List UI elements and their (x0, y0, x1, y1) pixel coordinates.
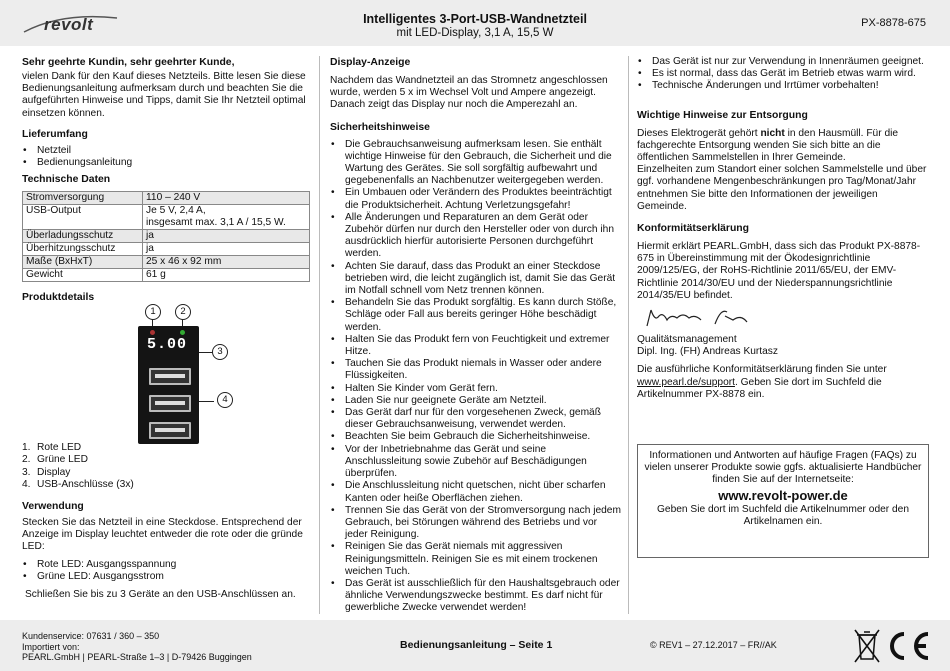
footer-rev: © REV1 – 27.12.2017 – FR//AK (650, 640, 777, 650)
column-3 (637, 56, 929, 401)
scope-list (22, 145, 310, 169)
signer-name: Dipl. Ing. (FH) Andreas Kurtasz (637, 346, 778, 358)
table-row (23, 256, 310, 269)
list-item: • Halten Sie das Produkt fern von Feuchtigkeit und extremer Hitze. (330, 334, 622, 358)
display-text: Nachdem das Wandnetzteil an das Stromnetz angeschlossen wurde, werden 5 x im Wechsel Volt und Ampere angezeigt. Danach zeigt das Display nur noch die Amperezahl an. (330, 75, 608, 111)
green-led (180, 330, 185, 335)
list-item: 4. USB-Anschlüsse (3x) (22, 478, 134, 490)
charger-body (138, 326, 199, 444)
table-cell: Gewicht (23, 269, 143, 282)
list-item: 3. Display (22, 466, 71, 478)
details-list (22, 442, 310, 491)
callout-2: 2 (175, 304, 191, 320)
list-item: • Halten Sie Kinder vom Gerät fern. (330, 383, 622, 395)
list-item: • Technische Änderungen und Irrtümer vorbehalten! (637, 80, 929, 92)
logo-text: revolt (44, 15, 94, 34)
faq-box (637, 444, 929, 558)
signature (637, 302, 929, 334)
red-led (150, 330, 155, 335)
list-item: • Trennen Sie das Gerät von der Stromversorgung nach jedem Gebrauch, bei Störungen während des Betriebs und vor jeder Reinigung. (330, 505, 622, 542)
table-row (23, 192, 310, 205)
conformity-link-text: Die ausführliche Konformitätserklärung finden Sie unter www.pearl.de/support. Geben Sie dort im Suchfeld die Artikelnummer PX-8878 ein. (637, 364, 887, 400)
table-cell: Überhitzungsschutz (23, 243, 143, 256)
usage-text: Stecken Sie das Netzteil in eine Steckdose. Entsprechend der Anzeige im Display leuchtet entweder die rote oder die gründe LED: (22, 517, 303, 553)
list-item: • Tauchen Sie das Produkt niemals in Wasser oder andere Flüssigkeiten. (330, 358, 622, 382)
usb-port (149, 422, 191, 439)
list-item: • Reinigen Sie das Gerät niemals mit aggressiven Reinigungsmitteln. Reinigen Sie es mit einem trockenen weichen Tuch. (330, 541, 622, 578)
usage-footer: Schließen Sie bis zu 3 Geräte an den USB-Anschlüssen an. (25, 589, 296, 601)
list-item: • Das Gerät ist nur zur Verwendung in Innenräumen geeignet. (637, 56, 929, 68)
pearl-support-link[interactable]: www.pearl.de/support (637, 376, 735, 388)
list-item: • Netzteil (22, 145, 310, 157)
table-cell: 25 x 46 x 92 mm (143, 256, 310, 269)
list-item: • Ein Umbauen oder Verändern des Produktes beeinträchtigt die Produktsicherheit. Achtung Verletzungsgefahr! (330, 187, 622, 211)
column-divider-2 (628, 56, 629, 614)
crossed-bin-icon (854, 629, 880, 663)
table-cell: Stromversorgung (23, 192, 143, 205)
footer-page: Bedienungsanleitung – Seite 1 (400, 639, 553, 651)
conformity-heading: Konformitätserklärung (637, 223, 750, 235)
footer-address: PEARL.GmbH | PEARL-Straße 1–3 | D-79426 Buggingen (22, 652, 252, 662)
signer-role: Qualitätsmanagement (637, 334, 737, 346)
list-item: • Vor der Inbetriebnahme das Gerät und seine Anschlussleitung sowie Zubehör auf Beschädigungen überprüfen. (330, 444, 622, 481)
disposal-text-2: Einzelheiten zum Standort einer solchen Sammelstelle und über ggf. vorhandene Mengenbeschränkungen pro Tag/Monat/Jahr entnehmen Sie bitte den Informationen der jeweiligen Gemeinde. (637, 164, 927, 212)
table-cell: Maße (BxHxT) (23, 256, 143, 269)
table-row (23, 243, 310, 256)
table-cell: 61 g (143, 269, 310, 282)
table-row (23, 230, 310, 243)
product-code: PX-8878-675 (861, 17, 926, 29)
notes-list (637, 56, 929, 93)
details-heading: Produktdetails (22, 292, 95, 304)
safety-heading: Sicherheitshinweise (330, 121, 430, 133)
disposal-heading: Wichtige Hinweise zur Entsorgung (637, 109, 808, 121)
callout-4: 4 (217, 392, 233, 408)
safety-list (330, 139, 622, 615)
tech-table (22, 191, 310, 282)
column-2 (330, 56, 622, 615)
list-item: • Die Anschlussleitung nicht quetschen, nicht über scharfen Kanten oder heiße Oberflächen ziehen. (330, 480, 622, 504)
list-item: • Das Gerät ist ausschließlich für den Haushaltsgebrauch oder ähnliche Verwendungszwecke bestimmt. Es darf nicht für gewerbliche Zwecke verwendet werden! (330, 578, 622, 615)
column-1 (22, 56, 310, 601)
footer-service: Kundenservice: 07631 / 360 – 350 (22, 631, 160, 641)
ce-mark-icon (884, 630, 930, 662)
table-cell: ja (143, 230, 310, 243)
usb-port (149, 368, 191, 385)
footer-contact (22, 631, 252, 663)
faq-text: Informationen und Antworten auf häufige Fragen (FAQs) zu vielen unserer Produkte sowie ggfs. aktualisierte Handbücher finden Sie auf der Internetseite: (644, 450, 922, 486)
greeting: Sehr geehrte Kundin, sehr geehrter Kunde, (22, 57, 235, 68)
tech-heading: Technische Daten (22, 174, 111, 186)
disposal-text: Dieses Elektrogerät gehört nicht in den Hausmüll. Für die fachgerechte Entsorgung wenden Sie sich bitte an die öffentlichen Sammelstellen in Ihrer Gemeinde. (637, 127, 899, 164)
table-row (23, 269, 310, 282)
usb-port (149, 395, 191, 412)
table-cell (143, 205, 310, 230)
table-cell: ja (143, 243, 310, 256)
cell-line: Je 5 V, 2,4 A, (146, 205, 206, 217)
list-item: • Alle Änderungen und Reparaturen an dem Gerät oder Zubehör dürfen nur durch den Hersteller oder von durch ihn ausdrücklich hierfür autorisierte Personen durchgeführt werden. (330, 212, 622, 261)
intro-text: vielen Dank für den Kauf dieses Netzteils. Bitte lesen Sie diese Bedienungsanleitung aufmerksam durch und beachten Sie die aufgeführten Hinweise und Tipps, damit Sie Ihr Netzteil optimal einsetzen können. (22, 71, 306, 119)
table-cell: Überladungsschutz (23, 230, 143, 243)
list-item: • Die Gebrauchsanweisung aufmerksam lesen. Sie enthält wichtige Hinweise für den Gebrauch, die Sicherheit und die Wartung des Gerätes. Sie soll sorgfältig aufbewahrt und gegebenenfalls an Nachbenutzer weitergegeben werden. (330, 139, 622, 188)
list-item: • Bedienungsanleitung (22, 157, 310, 169)
list-item: • Grüne LED: Ausgangsstrom (22, 571, 310, 583)
column-divider-1 (319, 56, 320, 614)
page-header (0, 0, 950, 46)
display-heading: Display-Anzeige (330, 57, 411, 68)
callout-3: 3 (212, 344, 228, 360)
led-display: 5.00 (147, 336, 188, 354)
conformity-text: Hiermit erklärt PEARL.GmbH, dass sich das Produkt PX-8878-675 in Übereinstimmung mit der Ökodesignrichtlinie 2009/125/EG, der RoHS-Richtlinie 2011/65/EU, der EMV-Richtlinie 2014/30/EU und der Niederspannungsrichtlinie 2014/35/EU befindet. (637, 241, 921, 301)
callout-1: 1 (145, 304, 161, 320)
signature-image (637, 302, 777, 334)
list-item: • Rote LED: Ausgangsspannung (22, 559, 310, 571)
page-subtitle: mit LED-Display, 3,1 A, 15,5 W (396, 27, 554, 39)
list-item: 1. Rote LED (22, 442, 82, 454)
scope-heading: Lieferumfang (22, 128, 88, 140)
table-cell: USB-Output (23, 205, 143, 230)
footer-importer: Importiert von: (22, 641, 80, 652)
list-item: • Es ist normal, dass das Gerät im Betrieb etwas warm wird. (637, 68, 929, 80)
product-illustration (22, 304, 310, 442)
list-item: • Behandeln Sie das Produkt sorgfältig. Es kann durch Stöße, Schläge oder Fall aus bereits geringer Höhe beschädigt werden. (330, 297, 622, 334)
cell-line: insgesamt max. 3,1 A / 15,5 W. (146, 217, 286, 229)
page-footer (0, 620, 950, 671)
usage-heading: Verwendung (22, 501, 84, 513)
table-cell: 110 – 240 V (143, 192, 310, 205)
list-item: • Achten Sie darauf, dass das Produkt an einer Steckdose betrieben wird, die leicht zugänglich ist, damit Sie das Gerät im Notfall schnell vom Netz trennen können. (330, 261, 622, 298)
faq-url[interactable]: www.revolt-power.de (718, 487, 848, 503)
usage-list (22, 559, 310, 583)
list-item: • Beachten Sie beim Gebrauch die Sicherheitshinweise. (330, 431, 622, 443)
faq-text-2: Geben Sie dort im Suchfeld die Artikelnummer oder den Artikelnamen ein. (657, 503, 909, 527)
list-item: • Das Gerät darf nur für den vorgesehenen Zweck, gemäß dieser Gebrauchsanweisung, verwendet werden. (330, 407, 622, 431)
list-item: 2. Grüne LED (22, 454, 88, 466)
table-row (23, 205, 310, 230)
list-item: • Laden Sie nur geeignete Geräte am Netzteil. (330, 395, 622, 407)
page-title: Intelligentes 3-Port-USB-Wandnetzteil (363, 12, 587, 26)
